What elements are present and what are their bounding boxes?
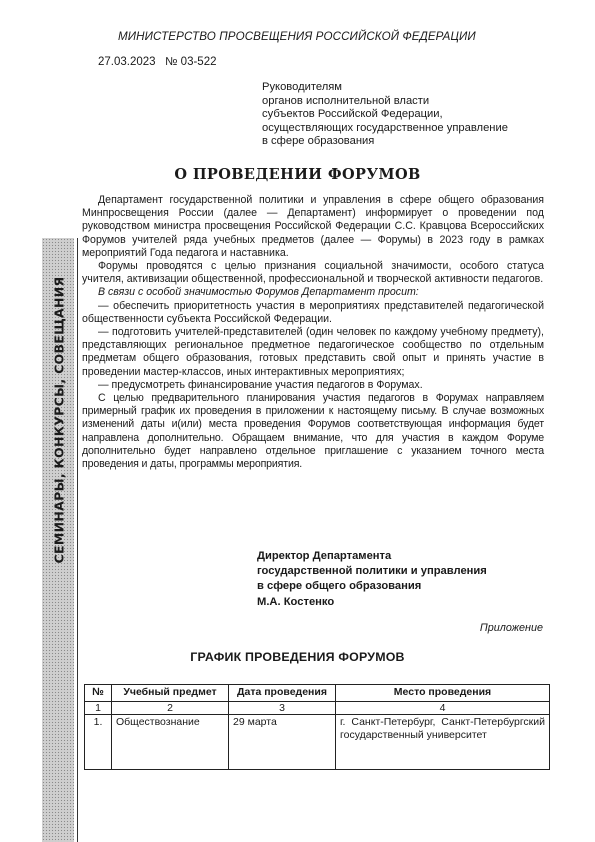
- sidebar-label-text: СЕМИНАРЫ, КОНКУРСЫ, СОВЕЩАНИЯ: [51, 276, 67, 564]
- column-header-subject: Учебный предмет: [112, 685, 229, 702]
- table-column-numbers-row: [85, 702, 550, 715]
- addressee-line: Руководителям: [262, 81, 342, 93]
- body-paragraph: Форумы проводятся с целью признания социальной значимости, особого статуса учителя, активизации общественной, профессиональной и творческой активности педагогов.: [82, 260, 544, 286]
- body-paragraph: Департамент государственной политики и управления в сфере общего образования Минпросвещения России (далее — Департамент) информирует о проведении под руководством министра просвещения Российской Федерации С.С. Кравцова Всероссийских Форумов учителей ряда учебных предметов (далее — Форумы) в 2023 году в рамках мероприятий Года педагога и наставника.: [82, 194, 544, 259]
- row-place: г. Санкт-Петербург, Санкт-Петербургский государственный университет: [336, 715, 550, 770]
- signature-line: в сфере общего образования: [257, 580, 422, 593]
- column-number: 1: [85, 702, 112, 715]
- signature-line: Директор Департамента: [257, 550, 392, 562]
- row-number: 1.: [85, 715, 112, 770]
- signature-line: государственной политики и управления: [257, 565, 487, 578]
- signature-block: [257, 549, 487, 610]
- document-date-number: 27.03.2023 № 03-522: [98, 56, 217, 68]
- row-subject: Обществознание: [112, 715, 229, 770]
- addressee-line: осуществляющих государственное управление: [262, 121, 508, 134]
- body-paragraph-request: В связи с особой значимостью Форумов Департамент просит:: [98, 286, 419, 299]
- addressee-line: в сфере образования: [262, 135, 375, 148]
- column-number: 3: [229, 702, 336, 715]
- appendix-label: Приложение: [479, 622, 543, 634]
- addressee-line: субъектов Российской Федерации,: [262, 108, 443, 121]
- letter-body: [82, 194, 544, 471]
- column-header-date: Дата проведения: [229, 685, 336, 702]
- body-paragraph: — подготовить учителей-представителей (один человек по каждому учебному предмету), представляющих региональное предметное педагогическое сообщество по отдельным предметам общего образования, готовых представить свой опыт и принять участие в проведении мастер-классов, иных интерактивных мероприятиях;: [82, 326, 544, 378]
- body-paragraph: — обеспечить приоритетность участия в мероприятиях представителей педагогической общественности субъекта Российской Федерации.: [82, 299, 544, 325]
- body-paragraph: — предусмотреть финансирование участия педагогов в Форумах.: [98, 378, 423, 391]
- column-header-number: №: [85, 685, 112, 702]
- column-header-place: Место проведения: [336, 685, 550, 702]
- addressee-line: органов исполнительной власти: [262, 94, 430, 107]
- row-date: 29 марта: [229, 715, 336, 770]
- column-number: 4: [336, 702, 550, 715]
- schedule-title: ГРАФИК ПРОВЕДЕНИЯ ФОРУМОВ: [190, 650, 405, 664]
- signature-line: М.А. Костенко: [257, 595, 335, 608]
- column-number: 2: [112, 702, 229, 715]
- body-paragraph: С целью предварительного планирования участия педагогов в Форумах направляем примерный график их проведения в приложении к настоящему письму. В случае возможных изменений даты и(или) места проведения Форумов соответствующая информация будет направлена дополнительно. Обращаем внимание, что для участия в каждом Форуме дополнительно будет направлено отдельное приглашение с указанием точного места проведения и даты, программы мероприятия.: [82, 392, 544, 471]
- table-header-row: [85, 685, 550, 702]
- ministry-header: МИНИСТЕРСТВО ПРОСВЕЩЕНИЯ РОССИЙСКОЙ ФЕДЕРАЦИИ: [118, 30, 476, 43]
- table-row: [85, 715, 550, 770]
- addressee-block: [262, 81, 508, 149]
- document-title: О ПРОВЕДЕНИИ ФОРУМОВ: [174, 166, 421, 183]
- schedule-table: [84, 684, 550, 770]
